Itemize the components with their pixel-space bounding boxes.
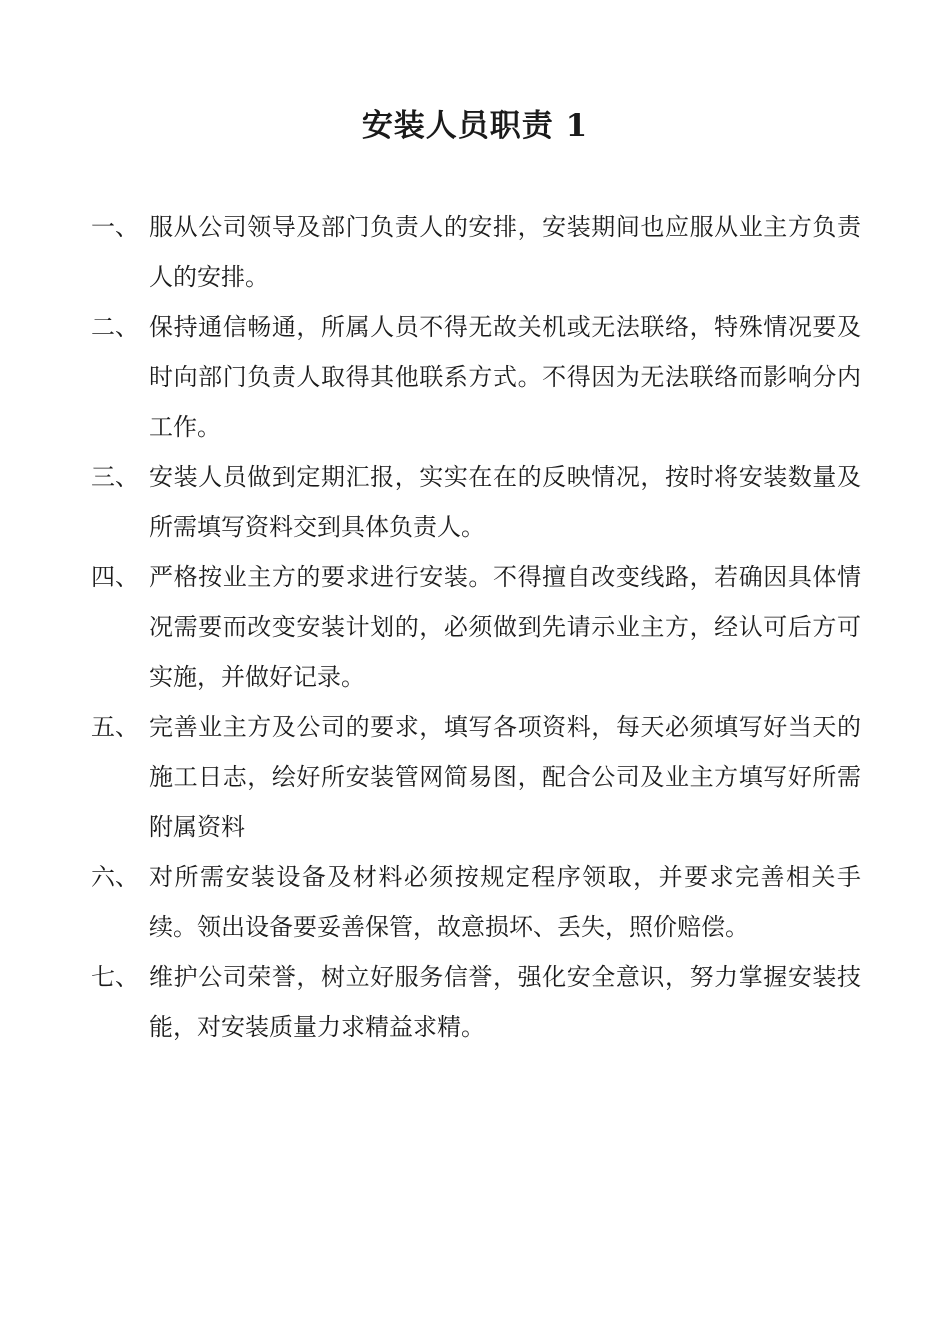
clause-list [91,202,861,1052]
clause-item-6 [91,852,861,952]
clause-number: 一、 [91,213,139,241]
clause-number: 三、 [91,463,139,491]
clause-number: 四、 [91,563,139,591]
clause-item-3 [91,452,861,552]
clause-item-1 [91,202,861,302]
clause-number: 六、 [91,863,139,891]
clause-item-4 [91,552,861,702]
clause-text: 对所需安装设备及材料必须按规定程序领取，并要求完善相关手续。领出设备要妥善保管，故意损坏、丢失，照价赔偿。 [149,863,861,941]
clause-number: 五、 [91,713,139,741]
document-title: 安装人员职责 1 [361,108,589,144]
clause-number: 七、 [91,963,139,991]
clause-text: 严格按业主方的要求进行安装。不得擅自改变线路，若确因具体情况需要而改变安装计划的，必须做到先请示业主方，经认可后方可实施，并做好记录。 [149,563,861,691]
clause-text: 保持通信畅通，所属人员不得无故关机或无法联络，特殊情况要及时向部门负责人取得其他联系方式。不得因为无法联络而影响分内工作。 [149,313,861,441]
clause-item-7 [91,952,861,1052]
clause-item-2 [91,302,861,452]
clause-number: 二、 [91,313,139,341]
clause-text: 服从公司领导及部门负责人的安排，安装期间也应服从业主方负责人的安排。 [149,213,861,291]
clause-text: 安装人员做到定期汇报，实实在在的反映情况，按时将安装数量及所需填写资料交到具体负责人。 [149,463,861,541]
clause-item-5 [91,702,861,852]
clause-text: 完善业主方及公司的要求，填写各项资料，每天必须填写好当天的施工日志，绘好所安装管网简易图，配合公司及业主方填写好所需附属资料 [149,713,861,841]
clause-text: 维护公司荣誉，树立好服务信誉，强化安全意识，努力掌握安装技能，对安装质量力求精益求精。 [149,963,861,1041]
